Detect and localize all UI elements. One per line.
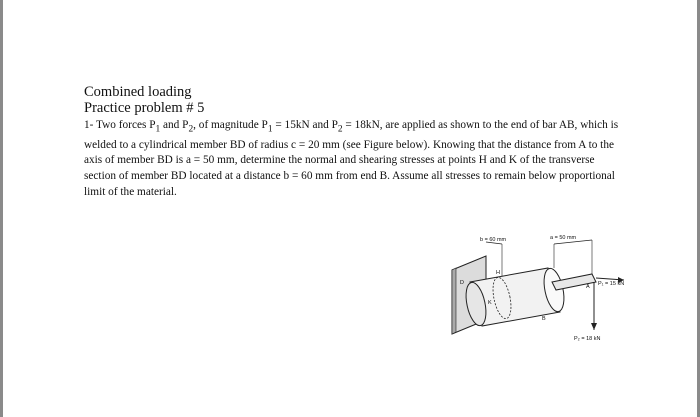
point-h: H [496, 270, 500, 276]
left-border [0, 0, 3, 417]
problem-figure [446, 222, 646, 352]
wall-edge [452, 268, 456, 334]
label-b: b = 60 mm [480, 237, 507, 243]
problem-sub-2: 2 [188, 124, 194, 135]
problem-sub-3: 1 [267, 124, 273, 135]
problem-sub-1: 1 [155, 124, 161, 135]
problem-text-4: = 15kN and P [272, 119, 338, 131]
point-k: K [488, 300, 492, 306]
label-p1: P₁ = 15 kN [598, 281, 625, 287]
problem-text-5: = 18kN, are applied as shown to the end of bar AB, which is welded to a cylindrical member BD of radius c = 20 mm (see Figure below). Knowing that the distance from A to the axis of member BD is a = 50 mm, determine the normal and shearing stresses at points H and K of the transverse section of member BD located at a distance b = 60 mm from end B. Assume all stresses to remain below proportional limit of the material. [84, 119, 619, 198]
label-a: a = 50 mm [550, 235, 577, 241]
problem-text-2: and P [160, 119, 189, 131]
problem-sub-4: 2 [337, 124, 343, 135]
problem-text-1: 1- Two forces P [84, 119, 156, 131]
point-d: D [460, 280, 464, 286]
label-p2: P₂ = 18 kN [574, 336, 601, 342]
document-subtitle: Practice problem # 5 [84, 100, 205, 116]
point-a: A [586, 284, 590, 290]
document-body [84, 84, 624, 200]
point-b: B [542, 316, 546, 322]
problem-statement [84, 118, 624, 200]
document-title: Combined loading [84, 84, 192, 100]
problem-text-3: , of magnitude P [193, 119, 268, 131]
